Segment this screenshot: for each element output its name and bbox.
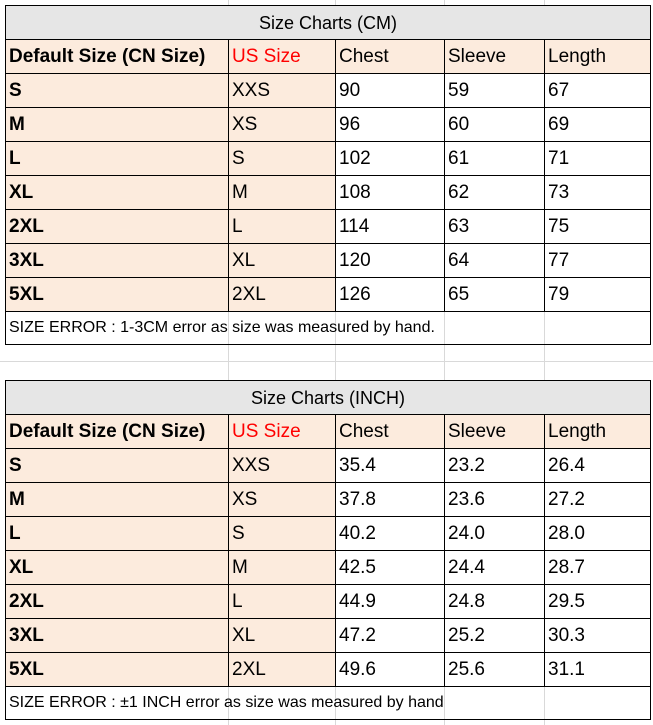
cell-sleeve: 23.2 <box>445 449 545 483</box>
table-row <box>6 653 651 687</box>
table-row <box>6 551 651 585</box>
cell-chest: 35.4 <box>336 449 445 483</box>
table-row <box>6 278 651 312</box>
cell-length: 77 <box>545 244 651 278</box>
cell-us-size: S <box>229 142 336 176</box>
title-row <box>6 6 651 40</box>
cell-length: 75 <box>545 210 651 244</box>
cell-length: 69 <box>545 108 651 142</box>
cell-length: 67 <box>545 74 651 108</box>
table-row <box>6 483 651 517</box>
cell-size: S <box>6 74 229 108</box>
note-row <box>6 687 651 720</box>
table-title: Size Charts (INCH) <box>6 381 651 415</box>
column-header-length: Length <box>545 40 651 74</box>
cell-size: 2XL <box>6 585 229 619</box>
cell-size: L <box>6 517 229 551</box>
cell-sleeve: 24.8 <box>445 585 545 619</box>
cell-size: M <box>6 108 229 142</box>
cell-sleeve: 23.6 <box>445 483 545 517</box>
table-row <box>6 142 651 176</box>
cell-us-size: M <box>229 551 336 585</box>
cell-sleeve: 60 <box>445 108 545 142</box>
cell-chest: 120 <box>336 244 445 278</box>
cell-sleeve: 64 <box>445 244 545 278</box>
cell-size: S <box>6 449 229 483</box>
column-header-size: Default Size (CN Size) <box>6 40 229 74</box>
cell-size: XL <box>6 551 229 585</box>
cell-us-size: XXS <box>229 449 336 483</box>
note-row <box>6 312 651 345</box>
cell-us-size: S <box>229 517 336 551</box>
cell-length: 31.1 <box>545 653 651 687</box>
column-header-us-size: US Size <box>229 415 336 449</box>
cell-size: M <box>6 483 229 517</box>
cell-chest: 96 <box>336 108 445 142</box>
grid-line <box>0 361 653 362</box>
cell-size: XL <box>6 176 229 210</box>
cell-length: 79 <box>545 278 651 312</box>
title-row <box>6 381 651 415</box>
cell-chest: 44.9 <box>336 585 445 619</box>
cell-us-size: XL <box>229 619 336 653</box>
cell-sleeve: 65 <box>445 278 545 312</box>
cell-sleeve: 61 <box>445 142 545 176</box>
cell-size: 2XL <box>6 210 229 244</box>
header-row <box>6 415 651 449</box>
cell-us-size: L <box>229 210 336 244</box>
cell-us-size: XL <box>229 244 336 278</box>
column-header-sleeve: Sleeve <box>445 415 545 449</box>
cell-chest: 126 <box>336 278 445 312</box>
cell-chest: 49.6 <box>336 653 445 687</box>
cell-sleeve: 25.2 <box>445 619 545 653</box>
cell-chest: 90 <box>336 74 445 108</box>
cell-size: 3XL <box>6 244 229 278</box>
cell-length: 29.5 <box>545 585 651 619</box>
column-header-size: Default Size (CN Size) <box>6 415 229 449</box>
cell-length: 26.4 <box>545 449 651 483</box>
table-row <box>6 210 651 244</box>
table-row <box>6 585 651 619</box>
column-header-us-size: US Size <box>229 40 336 74</box>
cell-size: 5XL <box>6 653 229 687</box>
cell-sleeve: 24.0 <box>445 517 545 551</box>
cell-sleeve: 63 <box>445 210 545 244</box>
cell-chest: 47.2 <box>336 619 445 653</box>
cell-us-size: 2XL <box>229 278 336 312</box>
cell-length: 28.0 <box>545 517 651 551</box>
cell-length: 71 <box>545 142 651 176</box>
column-header-length: Length <box>545 415 651 449</box>
table-row <box>6 517 651 551</box>
cell-size: 5XL <box>6 278 229 312</box>
header-row <box>6 40 651 74</box>
table-row <box>6 74 651 108</box>
size-error-note: SIZE ERROR : 1-3CM error as size was measured by hand. <box>6 312 651 345</box>
table-row <box>6 619 651 653</box>
cell-size: 3XL <box>6 619 229 653</box>
cell-length: 73 <box>545 176 651 210</box>
cell-us-size: XS <box>229 108 336 142</box>
cell-us-size: L <box>229 585 336 619</box>
table-row <box>6 449 651 483</box>
table-row <box>6 176 651 210</box>
cell-size: L <box>6 142 229 176</box>
cell-length: 28.7 <box>545 551 651 585</box>
cell-us-size: XS <box>229 483 336 517</box>
cell-chest: 114 <box>336 210 445 244</box>
cell-chest: 108 <box>336 176 445 210</box>
column-header-sleeve: Sleeve <box>445 40 545 74</box>
cell-chest: 102 <box>336 142 445 176</box>
cell-sleeve: 62 <box>445 176 545 210</box>
cell-sleeve: 24.4 <box>445 551 545 585</box>
cell-chest: 42.5 <box>336 551 445 585</box>
table-title: Size Charts (CM) <box>6 6 651 40</box>
cell-us-size: M <box>229 176 336 210</box>
cell-chest: 37.8 <box>336 483 445 517</box>
cell-length: 27.2 <box>545 483 651 517</box>
size-chart-inch-table <box>5 380 651 720</box>
size-error-note: SIZE ERROR : ±1 INCH error as size was measured by hand <box>6 687 651 720</box>
column-header-chest: Chest <box>336 40 445 74</box>
table-row <box>6 108 651 142</box>
cell-sleeve: 25.6 <box>445 653 545 687</box>
cell-us-size: 2XL <box>229 653 336 687</box>
cell-length: 30.3 <box>545 619 651 653</box>
cell-us-size: XXS <box>229 74 336 108</box>
cell-sleeve: 59 <box>445 74 545 108</box>
column-header-chest: Chest <box>336 415 445 449</box>
table-row <box>6 244 651 278</box>
cell-chest: 40.2 <box>336 517 445 551</box>
size-chart-cm-table <box>5 5 651 345</box>
